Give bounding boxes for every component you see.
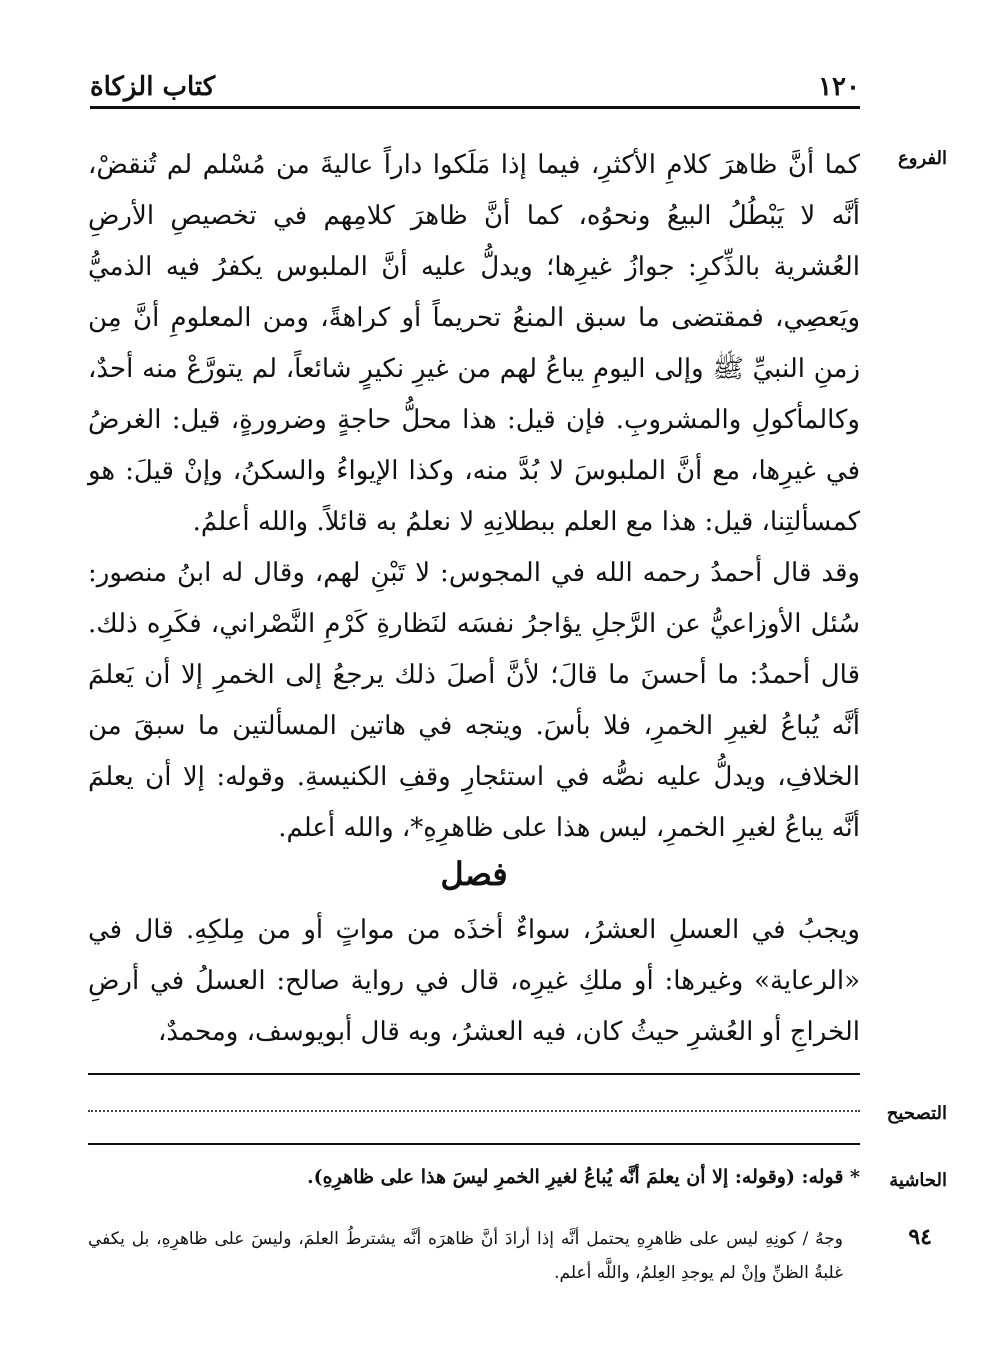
side-label-tashih: التصحيح (886, 1103, 947, 1124)
page-number: ١٢٠ (818, 72, 860, 102)
footnote-number: ٩٤ (908, 1224, 932, 1250)
footnote-heading: * قوله: (وقوله: إلا أن يعلمَ أنَّه يُباعُ لغيرِ الخمرِ ليسَ هذا على ظاهرِهِ). (307, 1166, 860, 1188)
body-paragraph-1: كما أنَّ ظاهرَ كلامِ الأكثرِ، فيما إذا مَلَكوا داراً عاليةَ من مُسْلم لم تُنقضْ، أنَّه لا يَبْطُلُ البيعُ ونحوُه، كما أنَّ ظاهرَ كلامِهم في تخصيصِ الأرضِ العُشرية بالذِّكرِ: جوازُ غيرِها؛ ويدلُّ عليه أنَّ الملبوس يكفرُ فيه الذميُّ ويَعصِي، فمقتضى ما سبق المنعُ تحريماً أو كراهةً، ومن المعلومِ أنَّ مِن زمنِ النبيِّ ﷺ وإلى اليومِ يباعُ لهم من غيرِ نكيرٍ شائعاً، لم يتورَّعْ منه أحدٌ، وكالمأكولِ والمشروبِ. فإن قيل: هذا محلُّ حاجةٍ وضرورةٍ، قيل: الغرضُ في غيرِها، مع أنَّ الملبوسَ لا بُدَّ منه، وكذا الإيواءُ والسكنُ، وإنْ قيلَ: هو كمسألتِنا، قيل: هذا مع العلم ببطلانِهِ لا نعلمُ به قائلاً. والله أعلمُ. (88, 150, 860, 537)
main-text-bottom-rule (88, 1073, 860, 1075)
section-heading: فصل (440, 855, 508, 893)
body-paragraph-3: ويجبُ في العسلِ العشرُ، سواءٌ أخذَه من مواتٍ أو من مِلكِهِ. قال في «الرعاية» وغيرها: أو ملكِ غيرِه، قال في رواية صالح: العسلُ في أرضِ الخراجِ أو العُشرِ حيثُ كان، فيه العشرُ، وبه قال أبويوسف، ومحمدٌ، (88, 915, 860, 1047)
header-rule (90, 106, 860, 109)
side-label-furu: الفروع (898, 148, 947, 169)
tashih-bottom-rule (88, 1143, 860, 1145)
body-paragraph-2: وقد قال أحمدُ رحمه الله في المجوس: لا تَبْنِ لهم، وقال له ابنُ منصور: سُئل الأوزاعيُّ عن الرَّجلِ يؤاجرُ نفسَه لنَظارةِ كَرْمِ النَّصْراني، فكَرِه ذلك. قال أحمدُ: ما أحسنَ ما قالَ؛ لأنَّ أصلَ ذلك يرجعُ إلى الخمرِ إلا أن يَعلمَ أنَّه يُباعُ لغيرِ الخمرِ، فلا بأسَ. ويتجه في هاتين المسألتين ما سبقَ من الخلافِ، ويدلُّ عليه نصُّه في استئجارِ وقفِ الكنيسةِ. وقوله: إلا أن يعلمَ أنَّه يباعُ لغيرِ الخمرِ، ليس هذا على ظاهرِهِ*، والله أعلم. (88, 558, 860, 843)
side-label-hashiya: الحاشية (889, 1170, 947, 1191)
book-title: كتاب الزكاة (90, 72, 216, 102)
tashih-dotted-line (88, 1110, 860, 1112)
page-header (90, 60, 860, 106)
footnote-body: وجهُ / كونِهِ ليس على ظاهرِهِ يحتمل أنَّه إذا أرادَ أنَّ ظاهرَه أنَّه يشترطُ العلمَ، وليسَ على ظاهرِهِ، بل يكفي غلبةُ الظنِّ وإنْ لم يوجدِ العِلمُ، واللَّه أعلم. (88, 1229, 843, 1283)
